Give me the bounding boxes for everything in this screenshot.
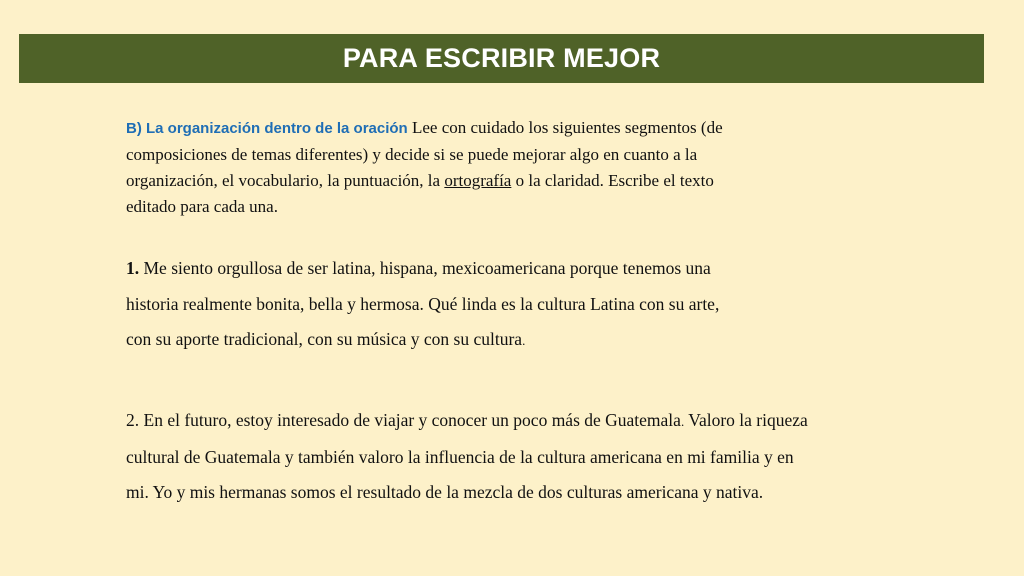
instructions-line-1 xyxy=(126,115,816,142)
instructions-line-3 xyxy=(126,168,816,194)
item-1-line-3 xyxy=(126,322,826,359)
item-2-text-1a: 2. En el futuro, estoy interesado de viajar y conocer un poco más de Guatemala xyxy=(126,410,681,430)
item-1-line-2: historia realmente bonita, bella y hermosa. Qué linda es la cultura Latina con su arte, xyxy=(126,293,720,314)
item-1-end-period: . xyxy=(522,333,526,348)
item-1-text-1: Me siento orgullosa de ser latina, hispana, mexicoamericana porque tenemos una xyxy=(139,258,711,278)
exercise-item-1 xyxy=(126,251,826,359)
instructions-text-3b: o la claridad. Escribe el texto xyxy=(511,171,714,190)
item-2-text-1b: Valoro la riqueza xyxy=(684,410,808,430)
item-2-line-1 xyxy=(126,403,916,440)
item-2-line-2: cultural de Guatemala y también valoro la influencia de la cultura americana en mi familia y en xyxy=(126,446,794,467)
instructions-text-1: Lee con cuidado los siguientes segmentos (de xyxy=(407,118,723,137)
item-1-number: 1. xyxy=(126,258,140,278)
item-1-text-3: con su aporte tradicional, con su música y con su cultura xyxy=(126,329,523,349)
title-bar xyxy=(19,34,984,83)
section-label: B) La organización dentro de la oración xyxy=(126,120,408,137)
item-2-line-3: mi. Yo y mis hermanas somos el resultado de la mezcla de dos culturas americana y nativa. xyxy=(126,482,764,502)
instructions-line-2: composiciones de temas diferentes) y decide si se puede mejorar algo en cuanto a la xyxy=(126,145,698,164)
exercise-item-2 xyxy=(126,403,916,511)
instructions-text-3a: organización, el vocabulario, la puntuación, la xyxy=(126,171,445,190)
instructions-line-4: editado para cada una. xyxy=(126,197,278,216)
underlined-word: ortografía xyxy=(444,171,512,190)
slide-title: PARA ESCRIBIR MEJOR xyxy=(342,43,661,73)
item-2-period: . xyxy=(680,414,685,429)
item-1-line-1 xyxy=(126,251,826,287)
instructions-paragraph xyxy=(126,115,816,220)
